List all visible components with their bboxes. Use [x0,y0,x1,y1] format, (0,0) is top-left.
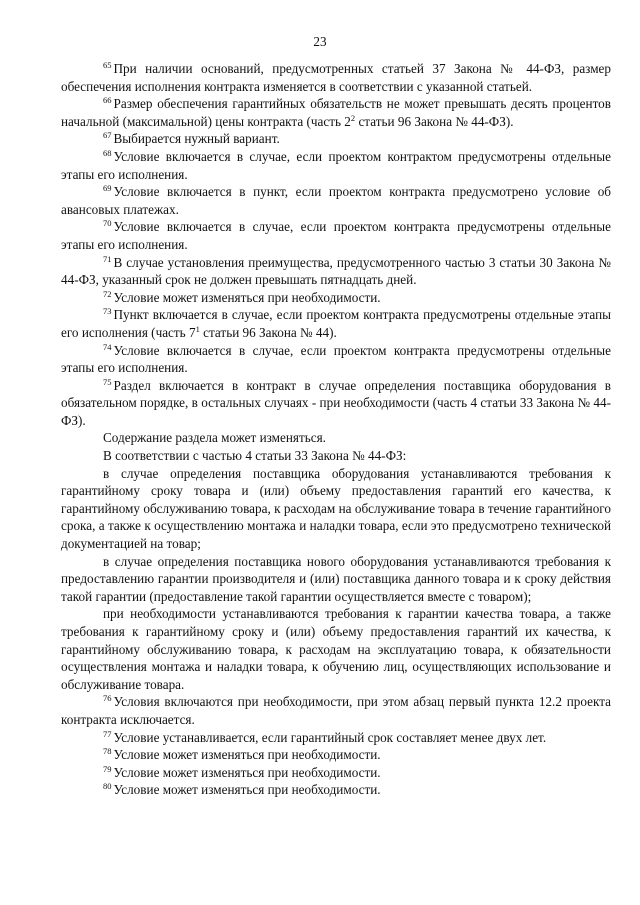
footnote-text: Выбирается нужный вариант. [113,131,280,147]
paragraph: при необходимости устанавливаются требования к гарантии качества товара, а также требования к гарантийному сроку и (или) объему предоставления гарантий их качества, к гарантийному обслуживанию товара, к расходам на эксплуатацию товара, к обязательности осуществления монтажа и наладки товара, к обучению лиц, осуществляющих использование и обслуживание товара. [61,606,611,692]
footnote-67 [61,130,611,148]
paragraph: Содержание раздела может изменяться. [103,430,326,446]
footnote-text: Условие может изменяться при необходимости. [113,289,381,305]
footnote-text: Условие может изменяться при необходимости. [113,782,381,798]
footnote-77 [61,729,611,747]
footnote-text: Раздел включается в контракт в случае определения поставщика оборудования в обязательном порядке, в остальных случаях - при необходимости (часть 4 статьи 33 Закона № 44-ФЗ). [61,377,611,428]
footnote-marker: 75 [103,376,112,387]
footnote-69 [61,183,611,218]
footnote-marker: 67 [103,130,112,141]
superscript: 1 [195,323,200,334]
footnote-marker: 79 [103,763,112,774]
footnote-text: Условие может изменяться при необходимости. [113,747,381,763]
footnote-68 [61,148,611,183]
footnote-78 [61,746,611,764]
footnote-text: Условие может изменяться при необходимости. [113,764,381,780]
footnote-text: Условия включаются при необходимости, при этом абзац первый пункта 12.2 проекта контракта исключается. [61,694,611,727]
footnote-marker: 77 [103,728,112,739]
footnote-79 [61,764,611,782]
paragraph: в случае определения поставщика нового оборудования устанавливаются требования к предоставлению гарантии производителя и (или) поставщика данного товара и к сроку действия такой гарантии (предоставление такой гарантии осуществляется вместе с товаром); [61,553,611,604]
footnote-marker: 71 [103,253,112,264]
footnote-marker: 70 [103,218,112,229]
footnote-80 [61,781,611,799]
footnote-text: Пункт включается в случае, если проектом контракта предусмотрены отдельные этапы его исполнения (часть 7 [61,307,611,340]
footnote-text: Условие включается в случае, если проектом контракта предусмотрены отдельные этапы его исполнения. [61,219,611,252]
footnote-74 [61,342,611,377]
footnote-text: Условие включается в пункт, если проектом контракта предусмотрено условие об авансовых платежах. [61,184,611,217]
footnote-text: В случае установления преимущества, предусмотренного частью 3 статьи 30 Закона № 44-ФЗ, указанный срок не должен превышать пятнадцать дней. [61,254,611,288]
footnote-75 [61,377,611,430]
paragraph: В соответствии с частью 4 статьи 33 Закона № 44-ФЗ: [103,448,407,464]
footnote-72 [61,289,611,307]
footnote-marker: 66 [103,95,112,106]
footnote-76 [61,693,611,728]
footnote-73 [61,306,611,341]
page-number: 23 [313,34,327,49]
footnote-marker: 80 [103,781,112,792]
footnote-text: Условие устанавливается, если гарантийный срок составляет менее двух лет. [113,729,547,745]
footnote-text-tail: статьи 96 Закона № 44). [199,324,337,340]
footnote-text: Условие включается в случае, если проектом контрактом предусмотрены отдельные этапы его исполнения. [61,148,611,182]
superscript: 2 [350,112,356,123]
footnote-text: При наличии оснований, предусмотренных статьей 37 Закона № 44-ФЗ, размер обеспечения исполнения контракта изменяется в соответствии с указанной статьей. [61,61,611,94]
footnote-70 [61,218,611,253]
footnote-text: Условие включается в случае, если проектом контракта предусмотрены отдельные этапы его исполнения. [61,342,611,376]
footnote-65 [61,60,611,95]
footnote-marker: 72 [103,288,112,299]
footnote-marker: 69 [103,183,112,194]
footnote-text-tail: статьи 96 Закона № 44-ФЗ). [355,113,514,129]
footnotes-body [61,60,611,799]
footnote-marker: 68 [103,147,112,158]
footnote-marker: 73 [103,306,112,317]
paragraph: в случае определения поставщика оборудования устанавливаются требования к гарантийному сроку товара и (или) объему предоставления гарантий его качества, к гарантийному обслуживанию товара, к расходам на обслуживание товара в течение гарантийного срока, а также к осуществлению монтажа и наладки товара, если это предусмотрено технической документацией на товар; [61,465,611,552]
footnote-71 [61,254,611,289]
footnote-marker: 76 [103,693,112,704]
footnote-marker: 65 [103,60,112,70]
footnote-marker: 78 [103,746,112,757]
footnote-text: Размер обеспечения гарантийных обязательств не может превышать десять процентов начальной (максимальной) цены контракта (часть 2 [61,96,611,129]
footnote-66 [61,95,611,130]
footnote-marker: 74 [103,341,112,352]
